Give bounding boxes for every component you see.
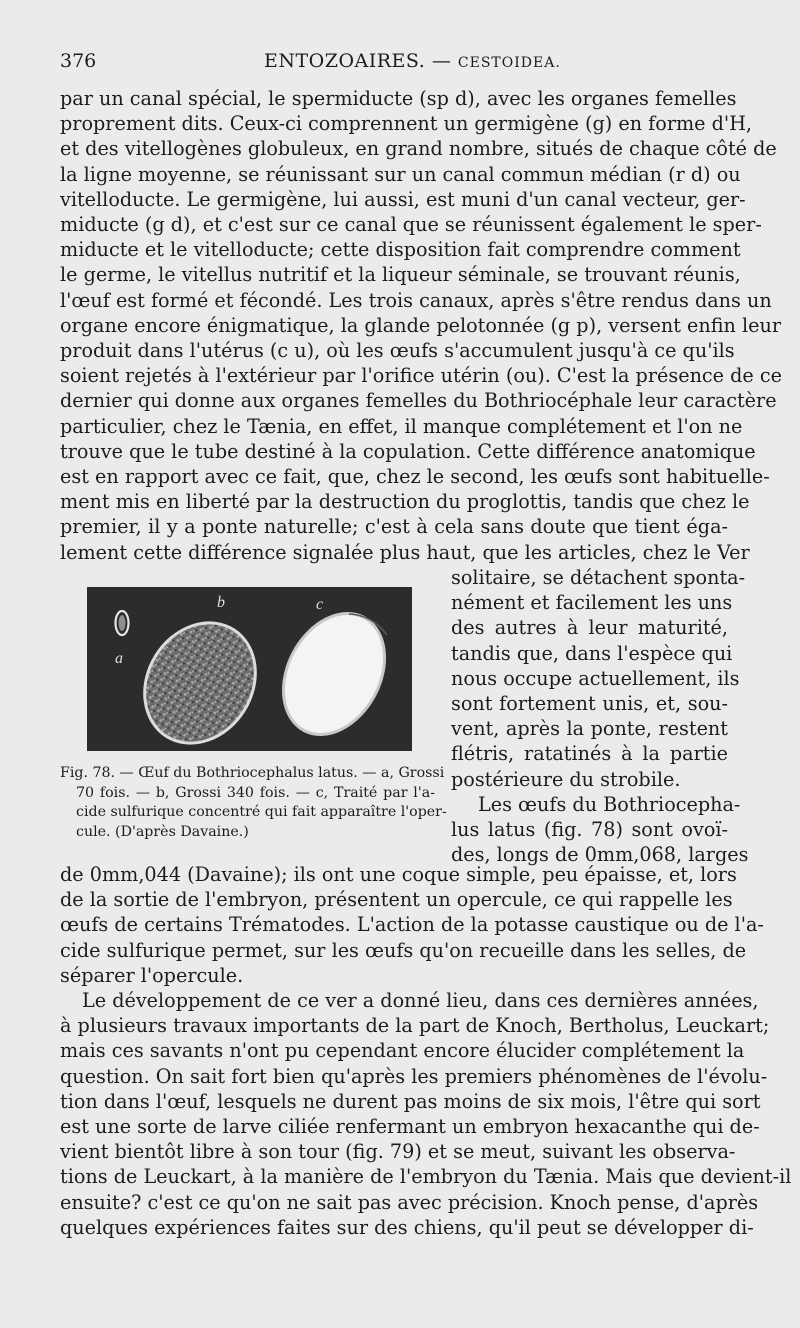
body-line: à plusieurs travaux importants de la part de Knoch, Bertholus, Leuckart; [60, 1014, 770, 1038]
body-line: l'œuf est formé et fécondé. Les trois canaux, après s'être rendus dans un [60, 288, 772, 312]
running-title-main: ENTOZOAIRES. [264, 50, 426, 72]
body-line: soient rejetés à l'extérieur par l'orifice utérin (ou). C'est la présence de ce [60, 364, 782, 388]
body-line: premier, il y a ponte naturelle; c'est à cela sans doute que tient éga- [60, 515, 728, 539]
body-line: est une sorte de larve ciliée renfermant un embryon hexacanthe qui de- [60, 1115, 760, 1138]
running-title [264, 50, 561, 72]
body-line: vitelloducte. Le germigène, lui aussi, est muni d'un canal vecteur, ger- [60, 187, 746, 211]
running-title-sub: CESTOIDEA. [457, 55, 561, 71]
body-line: cide sulfurique permet, sur les œufs qu'on recueille dans les selles, de [60, 938, 747, 962]
right-column-line: vent, après la ponte, restent [451, 717, 728, 741]
body-line: vient bientôt libre à son tour (fig. 79) et se meut, suivant les observa- [60, 1140, 736, 1164]
figure-caption-line: cule. (D'après Davaine.) [76, 823, 249, 840]
body-line: Le développement de ce ver a donné lieu, dans ces dernières années, [82, 989, 759, 1012]
body-line: œufs de certains Trématodes. L'action de la potasse caustique ou de l'a- [60, 913, 764, 937]
body-line: ment mis en liberté par la destruction du proglottis, tandis que chez le [60, 490, 750, 514]
right-column-line: flétris, ratatinés à la partie [451, 742, 728, 766]
figure-label-c: c [316, 596, 324, 613]
body-line: est en rapport avec ce fait, que, chez le second, les œufs sont habituelle- [60, 465, 770, 488]
egg-b-granular [123, 602, 278, 751]
right-column-line: nous occupe actuellement, ils [451, 666, 740, 690]
figure-caption-line: cide sulfurique concentré qui fait apparaître l'oper- [76, 804, 447, 820]
body-line: la ligne moyenne, se réunissant sur un canal commun médian (r d) ou [60, 162, 741, 186]
body-line: particulier, chez le Tænia, en effet, il manque complétement et l'on ne [60, 414, 743, 438]
page-number: 376 [60, 50, 97, 72]
running-title-dash: — [431, 50, 452, 72]
figure-label-b: b [217, 594, 225, 611]
body-line: trouve que le tube destiné à la copulation. Cette différence anatomique [60, 439, 756, 463]
right-column-line: lus latus (fig. 78) sont ovoï- [451, 818, 728, 841]
right-column-line: sont fortement unis, et, sou- [451, 692, 728, 715]
body-line: par un canal spécial, le spermiducte (sp d), avec les organes femelles [60, 87, 737, 110]
right-column-line: solitaire, se détachent sponta- [451, 566, 746, 589]
body-line: de la sortie de l'embryon, présentent un opercule, ce qui rappelle les [60, 888, 733, 912]
body-line: question. On sait fort bien qu'après les premiers phénomènes de l'évolu- [60, 1064, 768, 1088]
figure-78-egg-illustration [87, 587, 412, 751]
body-line: tion dans l'œuf, lesquels ne durent pas moins de six mois, l'être qui sort [60, 1089, 761, 1113]
body-line: miducte (g d), et c'est sur ce canal que se réunissent également le sper- [60, 213, 762, 236]
body-line: quelques expériences faites sur des chiens, qu'il peut se développer di- [60, 1215, 754, 1239]
egg-a-small [116, 611, 129, 635]
body-line: le germe, le vitellus nutritif et la liqueur séminale, se trouvant réunis, [60, 263, 741, 287]
page-header [60, 50, 740, 80]
right-column-line: Les œufs du Bothriocepha- [478, 792, 741, 816]
body-line: dernier qui donne aux organes femelles du Bothriocéphale leur caractère [60, 389, 777, 413]
body-line: proprement dits. Ceux-ci comprennent un germigène (g) en forme d'H, [60, 112, 753, 136]
figure-label-a: a [115, 650, 123, 667]
body-line: miducte et le vitelloducte; cette disposition fait comprendre comment [60, 238, 741, 262]
body-line: lement cette différence signalée plus haut, que les articles, chez le Ver [60, 540, 750, 564]
right-column-line: des, longs de 0mm,068, larges [451, 843, 749, 867]
body-line: et des vitellogènes globuleux, en grand nombre, situés de chaque côté de [60, 137, 777, 161]
body-line: tions de Leuckart, à la manière de l'embryon du Tænia. Mais que devient-il [60, 1165, 792, 1189]
right-column-line: des autres à leur maturité, [451, 616, 728, 640]
body-line: ensuite? c'est ce qu'on ne sait pas avec précision. Knoch pense, d'après [60, 1190, 759, 1214]
egg-drawing [87, 587, 412, 751]
body-line: de 0mm,044 (Davaine); ils ont une coque simple, peu épaisse, et, lors [60, 863, 737, 886]
figure-caption-line: Fig. 78. — Œuf du Bothriocephalus latus. — a, Grossi [60, 765, 445, 781]
body-line: séparer l'opercule. [60, 963, 244, 987]
egg-c-operculated [263, 596, 404, 751]
figure-caption-line: 70 fois. — b, Grossi 340 fois. — c, Traité par l'a- [76, 784, 435, 801]
body-line: organe encore énigmatique, la glande pelotonnée (g p), versent enfin leur [60, 313, 782, 337]
right-column-line: postérieure du strobile. [451, 767, 681, 791]
right-column-line: tandis que, dans l'espèce qui [451, 641, 733, 665]
right-column-line: nément et facilement les uns [451, 591, 733, 615]
body-line: produit dans l'utérus (c u), où les œufs s'accumulent jusqu'à ce qu'ils [60, 339, 735, 362]
body-line: mais ces savants n'ont pu cependant encore élucider complétement la [60, 1039, 745, 1063]
